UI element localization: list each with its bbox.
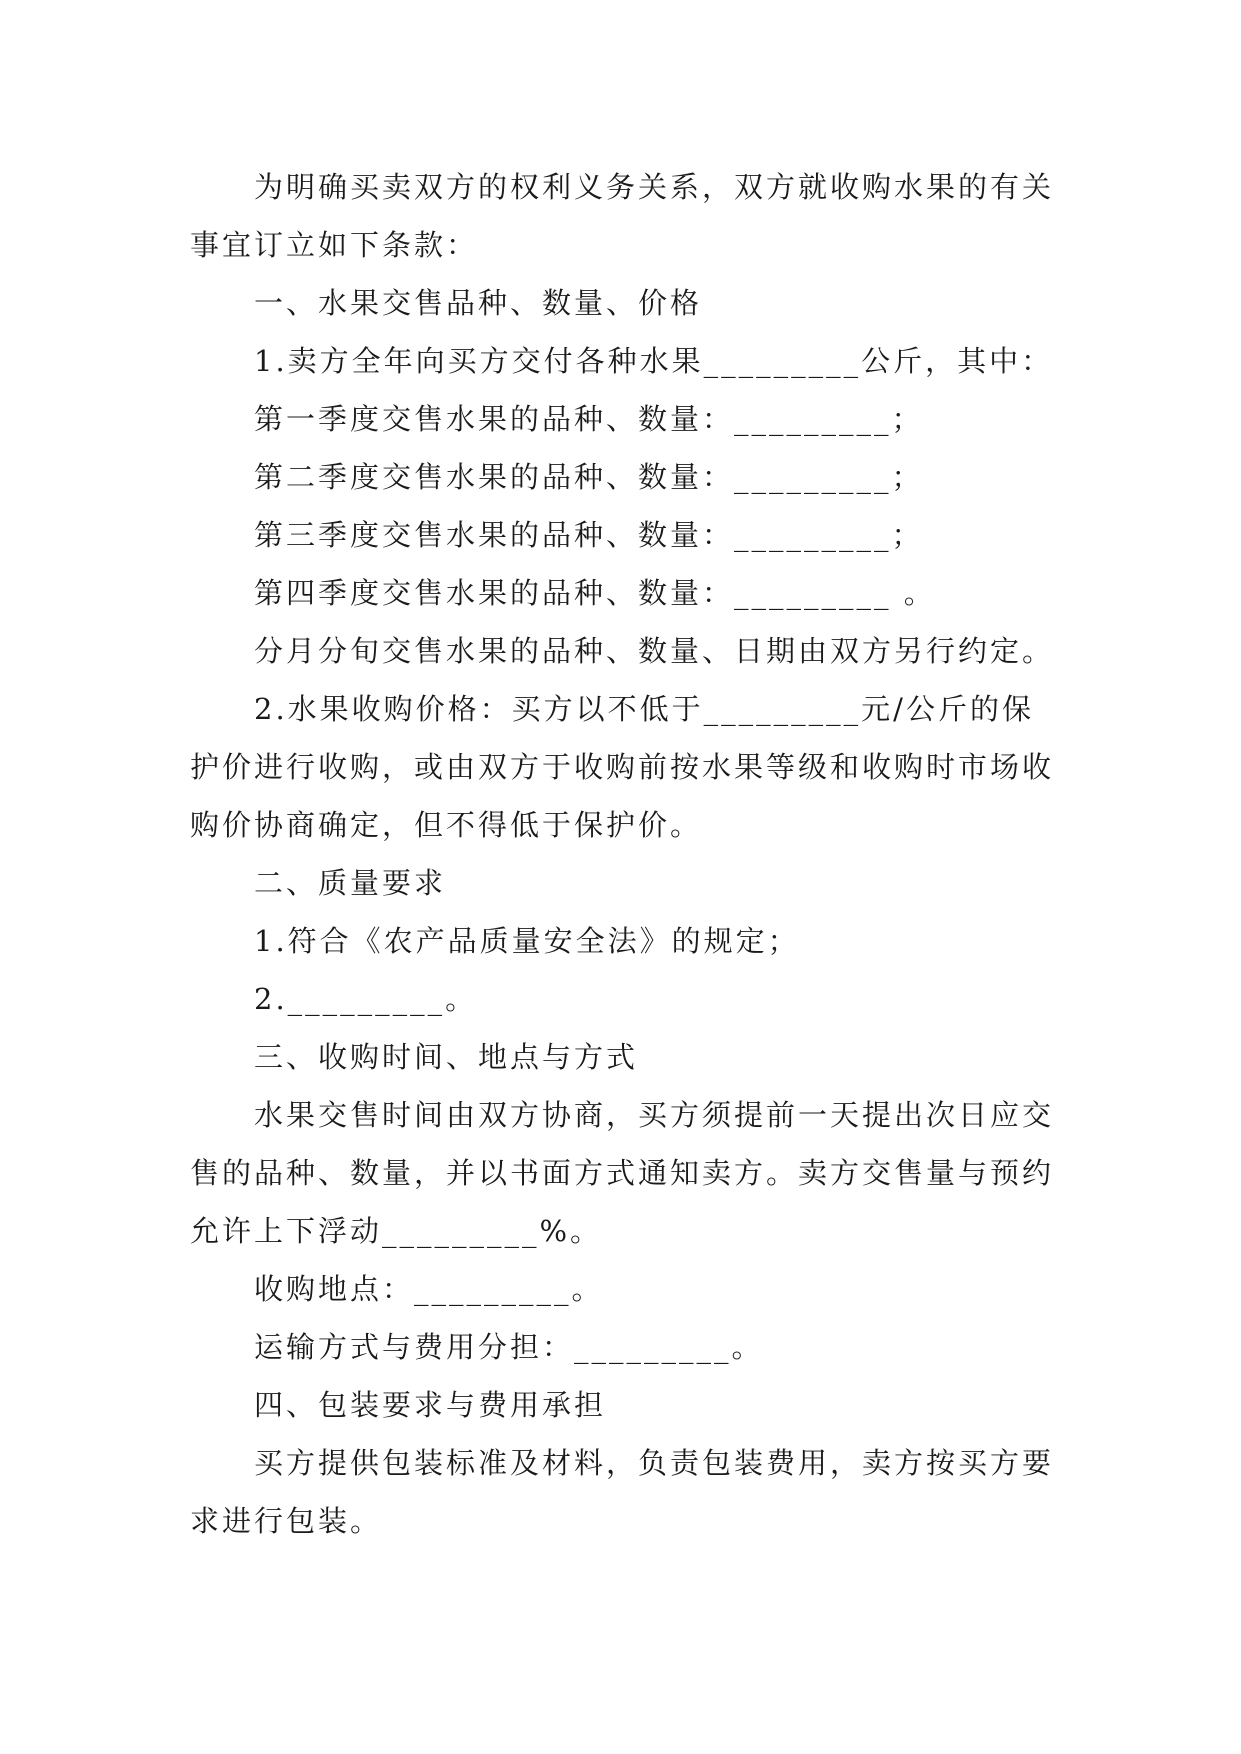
transport-cost-line: 运输方式与费用分担：_________。	[254, 1330, 764, 1364]
section-3-heading: 三、收购时间、地点与方式	[254, 1040, 639, 1074]
delivery-time-paragraph: 水果交售时间由双方协商，买方须提前一天提出次日应交售的品种、数量，并以书面方式通知卖方。卖方交售量与预约允许上下浮动_________%。	[190, 1098, 1055, 1248]
monthly-schedule-line: 分月分旬交售水果的品种、数量、日期由双方另行约定。	[254, 634, 1055, 668]
packaging-paragraph: 买方提供包装标准及材料，负责包装费用，卖方按买方要求进行包装。	[190, 1446, 1055, 1538]
purchase-location-line: 收购地点：_________。	[254, 1272, 604, 1306]
q3-quantity-line: 第三季度交售水果的品种、数量：_________；	[254, 518, 924, 552]
clause-2-1-law: 1.符合《农产品质量安全法》的规定；	[254, 924, 800, 958]
clause-2-2-blank: 2._________。	[254, 982, 478, 1016]
q2-quantity-line: 第二季度交售水果的品种、数量：_________；	[254, 460, 924, 494]
clause-1-2-price: 2.水果收购价格：买方以不低于_________元/公斤的保护价进行收购，或由双方于收购前按水果等级和收购时市场收购价协商确定，但不得低于保护价。	[190, 692, 1055, 842]
section-4-heading: 四、包装要求与费用承担	[254, 1388, 607, 1422]
q1-quantity-line: 第一季度交售水果的品种、数量：_________；	[254, 402, 924, 436]
intro-paragraph: 为明确买卖双方的权利义务关系，双方就收购水果的有关事宜订立如下条款：	[190, 170, 1055, 262]
q4-quantity-line: 第四季度交售水果的品种、数量：_________ 。	[254, 576, 936, 610]
clause-1-1-annual-quantity: 1.卖方全年向买方交付各种水果_________公斤，其中：	[254, 344, 1054, 378]
section-1-heading: 一、水果交售品种、数量、价格	[254, 286, 703, 320]
document-page	[190, 158, 1060, 1550]
section-2-heading: 二、质量要求	[254, 866, 447, 900]
